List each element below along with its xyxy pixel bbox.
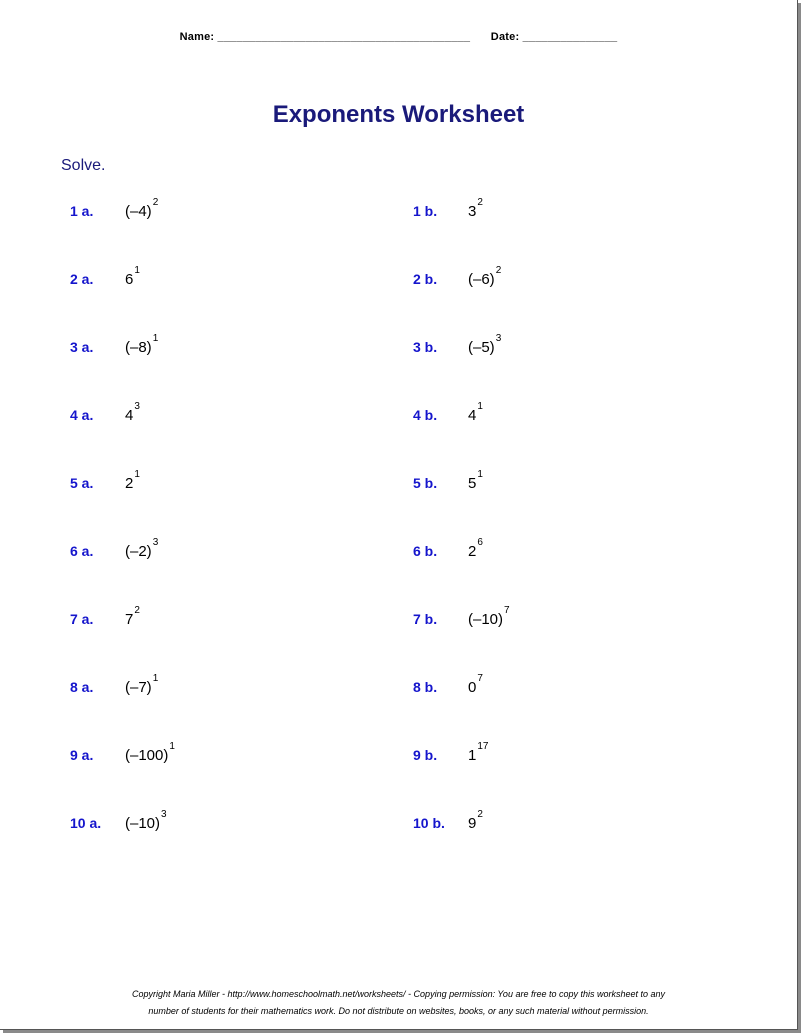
exponent: 7	[504, 605, 510, 616]
problem-number: 7 a.	[70, 611, 94, 627]
base: 2	[468, 543, 477, 560]
base: (–100)	[125, 747, 169, 764]
exponent-expression	[125, 809, 167, 832]
problem-number: 6 b.	[413, 543, 438, 559]
exponent: 6	[477, 537, 483, 548]
base: (–4)	[125, 203, 152, 220]
exponent-expression	[468, 333, 502, 356]
exponent: 3	[134, 401, 140, 412]
exponent-expression	[468, 197, 483, 220]
exponent-expression	[125, 537, 159, 560]
base: (–8)	[125, 339, 152, 356]
exponent-expression	[468, 673, 483, 696]
problem-number: 1 b.	[413, 203, 438, 219]
problem-number: 6 a.	[70, 543, 94, 559]
problem-number: 7 b.	[413, 611, 438, 627]
exponent: 1	[477, 401, 483, 412]
base: 3	[468, 203, 477, 220]
base: (–2)	[125, 543, 152, 560]
exponent: 2	[477, 197, 483, 208]
name-date-header	[0, 31, 797, 43]
base: 0	[468, 679, 477, 696]
exponent: 1	[152, 333, 159, 344]
exponent-expression	[468, 469, 483, 492]
exponent-expression	[468, 605, 510, 628]
exponent: 2	[152, 197, 159, 208]
problem-number: 5 a.	[70, 475, 94, 491]
exponent: 1	[152, 673, 159, 684]
base: (–6)	[468, 271, 495, 288]
name-label: Name:	[179, 31, 215, 43]
problem-number: 1 a.	[70, 203, 94, 219]
page-title: Exponents Worksheet	[272, 101, 525, 128]
base: (–10)	[125, 815, 161, 832]
base: 6	[125, 271, 134, 288]
instructions: Solve.	[61, 157, 106, 174]
base: (–7)	[125, 679, 152, 696]
problem-number: 3 a.	[70, 339, 94, 355]
exponent: 2	[134, 605, 140, 616]
exponent-expression	[125, 469, 140, 492]
exponent: 3	[161, 809, 167, 820]
exponent-expression	[468, 401, 483, 424]
problem-number: 8 a.	[70, 679, 94, 695]
problem-number: 3 b.	[413, 339, 438, 355]
exponent-expression	[125, 401, 140, 424]
base: (–5)	[468, 339, 495, 356]
problem-number: 9 a.	[70, 747, 94, 763]
copyright-footer	[0, 986, 797, 1020]
exponent-expression	[468, 265, 502, 288]
base: 5	[468, 475, 477, 492]
problem-number: 9 b.	[413, 747, 438, 763]
base: (–10)	[468, 611, 504, 628]
exponent: 3	[495, 333, 502, 344]
exponent: 1	[477, 469, 483, 480]
exponent-expression	[468, 809, 483, 832]
base: 9	[468, 815, 477, 832]
exponent-expression	[468, 741, 489, 764]
exponent: 1	[134, 265, 140, 276]
problem-number: 4 a.	[70, 407, 94, 423]
problem-number: 10 b.	[413, 815, 445, 831]
exponent: 3	[152, 537, 159, 548]
exponent: 2	[477, 809, 483, 820]
exponent-expression	[125, 605, 140, 628]
exponent-expression	[125, 741, 175, 764]
exponent: 2	[495, 265, 502, 276]
base: 4	[125, 407, 134, 424]
problem-number: 5 b.	[413, 475, 438, 491]
base: 1	[468, 747, 477, 764]
date-field[interactable]: _______________	[522, 31, 618, 43]
exponent-expression	[125, 197, 159, 220]
copyright-line-1: Copyright Maria Miller - http://www.homeschoolmath.net/worksheets/ - Copying permission: You are free to copy this worksheet to any	[131, 989, 666, 999]
problem-number: 10 a.	[70, 815, 102, 831]
exponent-expression	[468, 537, 483, 560]
base: 2	[125, 475, 134, 492]
exponent: 1	[169, 741, 175, 752]
exponent: 17	[477, 741, 489, 752]
base: 4	[468, 407, 477, 424]
exponent: 1	[134, 469, 140, 480]
problem-number: 2 b.	[413, 271, 438, 287]
problem-number: 4 b.	[413, 407, 438, 423]
problem-number: 8 b.	[413, 679, 438, 695]
exponent-expression	[125, 333, 159, 356]
name-field[interactable]: ________________________________________	[217, 31, 471, 43]
exponent-expression	[125, 673, 159, 696]
exponent: 7	[477, 673, 483, 684]
problem-number: 2 a.	[70, 271, 94, 287]
exponent-expression	[125, 265, 140, 288]
base: 7	[125, 611, 134, 628]
date-label: Date:	[490, 31, 520, 43]
copyright-line-2: number of students for their mathematics work. Do not distribute on websites, books, or any such material without permission.	[148, 1006, 649, 1016]
